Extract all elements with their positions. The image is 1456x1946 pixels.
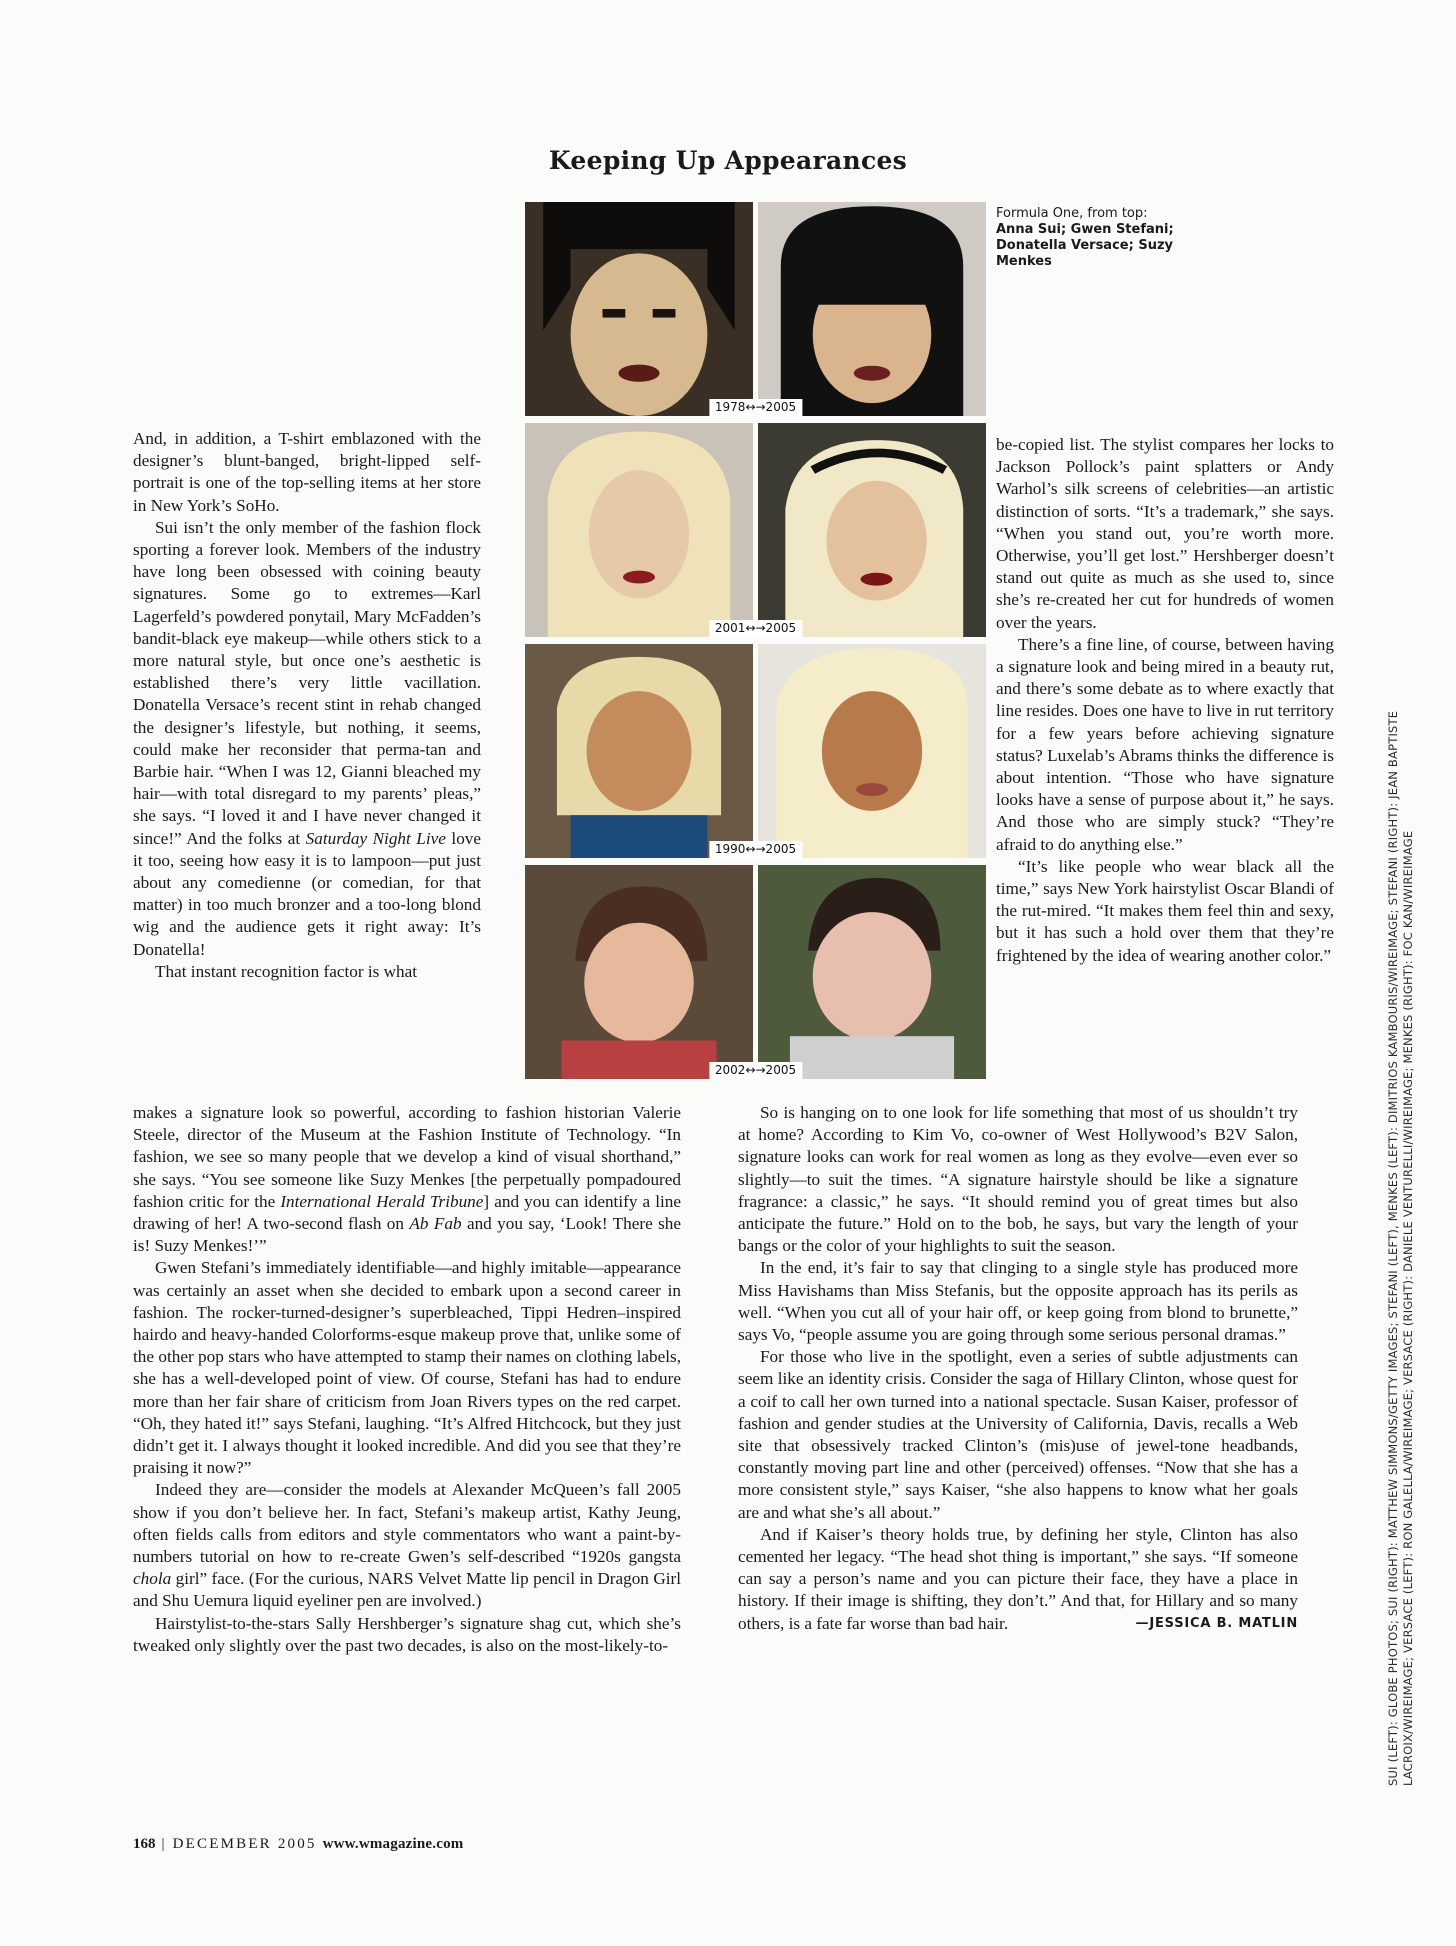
caption-lead: Formula One, from top: — [996, 206, 1148, 221]
photo-stefani-then — [525, 423, 753, 637]
photo-grid — [525, 202, 986, 1079]
photo-pair-menkes — [525, 865, 986, 1079]
column-bottom-left — [133, 1102, 681, 1657]
article-title: Keeping Up Appearances — [548, 146, 908, 175]
photo-versace-then — [525, 644, 753, 858]
issue-date: DECEMBER 2005 — [172, 1836, 317, 1852]
author-signature: —JESSICA B. MATLIN — [1135, 1615, 1298, 1631]
paragraph: Sui isn’t the only member of the fashion flock sporting a forever look. Members of the industry have long been obsessed with coining beauty signatures. Some go to extremes—Karl Lagerfeld’s powdered ponytail, Mary McFadden’s bandit-black eye makeup—while others stick to a more natural style, but once one’s aesthetic is established there’s very little vacillation. Donatella Versace’s recent stint in rehab changed the designer’s lifestyle, but nothing, it seems, could make her reconsider that perma-tan and Barbie hair. “When I was 12, Gianni bleached my hair—with total disregard to my parents’ pleas,” she says. “I loved it and I have never changed it since!” And the folks at Saturday Night Live love it too, seeing how easy it is to lampoon—put just about any comedienne (or comedian, for that matter) in too much bronzer and a too-long blond wig and the audience gets it right away: It’s Donatella! — [133, 517, 482, 959]
paragraph: Gwen Stefani’s immediately identifiable—and highly imitable—appearance was certainly an asset when she decided to embark upon a second career in fashion. The rocker-turned-designer’s superbleached, Tippi Hedren–inspired hairdo and heavy-handed Colorforms-esque makeup prove that, unlike some of the other pop stars who have attempted to stamp their names on clothing labels, she has a well-developed point of view. Of course, Stefani has had to endure more than her fair share of criticism from Joan Rivers types on the red carpet. “Oh, they hated it!” says Stefani, laughing. “It’s Alfred Hitchcock, but they just didn’t get it. I always thought it looked incredible. And did you see that they’re praising it now?” — [133, 1258, 681, 1478]
paragraph: So is hanging on to one look for life something that most of us shouldn’t try at home? According to Kim Vo, co-owner of West Hollywood’s B2V Salon, signature looks can work for real women as long as they evolve—even ever so slightly—to suit the times. “A signature hairstyle should be like a signature fragrance: a classic,” he says. “It should remind you of great times but also anticipate the future.” Hold on to the bob, he says, but vary the length of your bangs or the color of your highlights to suit the season. — [738, 1103, 1298, 1256]
year-range-label: 2002↔→2005 — [709, 1062, 802, 1079]
photo-pair-sui — [525, 202, 986, 416]
photo-credits: SUI (LEFT): GLOBE PHOTOS; SUI (RIGHT): MATTHEW SIMMONS/GETTY IMAGES; STEFANI (LEFT), MENKES (LEFT): DIMITRIOS KAMBOURIS/WIREIMAGE; STEFANI (RIGHT): JEAN BAPTISTE LACROIX/WIREIMAGE; VERSACE (LEFT): RON GALELLA/WIREIMAGE; VERSACE (RIGHT): DANIELE VENTURELLI/WIREIMAGE; MENKES (RIGHT): FOC KAN/WIREIMAGE — [1386, 710, 1415, 1786]
paragraph: And if Kaiser’s theory holds true, by defining her style, Clinton has also cemented her legacy. “The head shot thing is important,” she says. “If someone can say a person’s name and you can picture their face, they have a place in history. If their image is shifting, they don’t.” And that, for Hillary and so many others, is a fate far worse than bad hair. —JESSICA B. MATLIN — [738, 1524, 1298, 1635]
paragraph: be-copied list. The stylist compares her locks to Jackson Pollock’s paint splatters or Andy Warhol’s silk screens of celebrities—an artistic distinction of sorts. “It’s a trademark,” she says. “When you stand out, you’re worth more. Otherwise, you’ll get lost.” Hershberger doesn’t stand out quite as much as she used to, since she’s re-created her cut for hundreds of women over the years. — [996, 435, 1334, 632]
photo-sui-now — [758, 202, 986, 416]
paragraph: There’s a fine line, of course, between having a signature look and being mired in a beauty rut, and there’s some debate as to where exactly that line resides. Does one have to live in rut territory for a few years before achieving signature status? Luxelab’s Abrams thinks the difference is about intention. “Those who have signature looks have a sense of purpose about it,” he says. And those who are simply stuck? “They’re afraid to do anything else.” — [996, 634, 1334, 854]
photo-pair-versace — [525, 644, 986, 858]
footer-separator: | — [161, 1836, 167, 1852]
page-number: 168 — [133, 1836, 156, 1852]
magazine-url: www.wmagazine.com — [322, 1836, 464, 1852]
paragraph: Indeed they are—consider the models at Alexander McQueen’s fall 2005 show if you don’t believe her. In fact, Stefani’s makeup artist, Kathy Jeung, often fields calls from editors and style commentators who want a paint-by-numbers tutorial on how to re-create Gwen’s self-described “1920s gangsta chola girl” face. (For the curious, NARS Velvet Matte lip pencil in Dragon Girl and Shu Uemura liquid eyeliner pen are involved.) — [133, 1480, 682, 1611]
column-bottom-right — [738, 1102, 1298, 1635]
page-footer — [133, 1836, 463, 1853]
year-range-label: 1990↔→2005 — [709, 841, 802, 858]
photo-sui-then — [525, 202, 753, 416]
paragraph: Hairstylist-to-the-stars Sally Hershberger’s signature shag cut, which she’s tweaked only slightly over the past two decades, is also on the most-likely-to- — [133, 1613, 681, 1655]
photo-pair-stefani — [525, 423, 986, 637]
photo-versace-now — [758, 644, 986, 858]
caption-names: Anna Sui; Gwen Stefani; Donatella Versace; Suzy Menkes — [996, 222, 1174, 269]
paragraph: In the end, it’s fair to say that clinging to a single style has produced more Miss Havishams than Miss Stefanis, but the opposite approach has its perils as well. “When you cut all of your hair off, or keep going from blond to brunette,” says Vo, “people assume you are going through some serious personal dramas.” — [738, 1258, 1298, 1345]
year-range-label: 1978↔→2005 — [709, 399, 802, 416]
paragraph: That instant recognition factor is what — [155, 961, 418, 981]
photo-caption — [996, 206, 1196, 270]
paragraph: “It’s like people who wear black all the time,” says New York hairstylist Oscar Blandi of the rut-mired. “It makes them feel thin and sexy, but it has such a hold over them that they’re frightened by the idea of wearing another color.” — [996, 856, 1334, 965]
photo-menkes-now — [758, 865, 986, 1079]
photo-stefani-now — [758, 423, 986, 637]
paragraph: And, in addition, a T-shirt emblazoned with the designer’s blunt-banged, bright-lipped self-portrait is one of the top-selling items at her store in New York’s SoHo. — [133, 429, 481, 515]
paragraph: For those who live in the spotlight, even a series of subtle adjustments can seem like an identity crisis. Consider the saga of Hillary Clinton, whose quest for a coif to call her own turned into a national spectacle. Susan Kaiser, professor of fashion and gender studies at the University of California, Davis, recalls a Web site that obsessively tracked Clinton’s (mis)use of jewel-tone headbands, constantly moving part line and other (perceived) offenses. “Now that she has a more consistent style,” says Kaiser, “she also happens to know what her goals are and what she’s all about.” — [738, 1347, 1298, 1522]
column-left — [133, 428, 481, 983]
paragraph: makes a signature look so powerful, according to fashion historian Valerie Steele, director of the Museum at the Fashion Institute of Technology. “In fashion, we see so many people that we develop a kind of visual shorthand,” she says. “You see someone like Suzy Menkes [the perpetually pompadoured fashion critic for the International Herald Tribune] and you can identify a line drawing of her! A two-second flash on Ab Fab and you say, ‘Look! There she is! Suzy Menkes!’” — [133, 1103, 681, 1256]
year-range-label: 2001↔→2005 — [709, 620, 802, 637]
column-right — [996, 434, 1334, 967]
photo-menkes-then — [525, 865, 753, 1079]
